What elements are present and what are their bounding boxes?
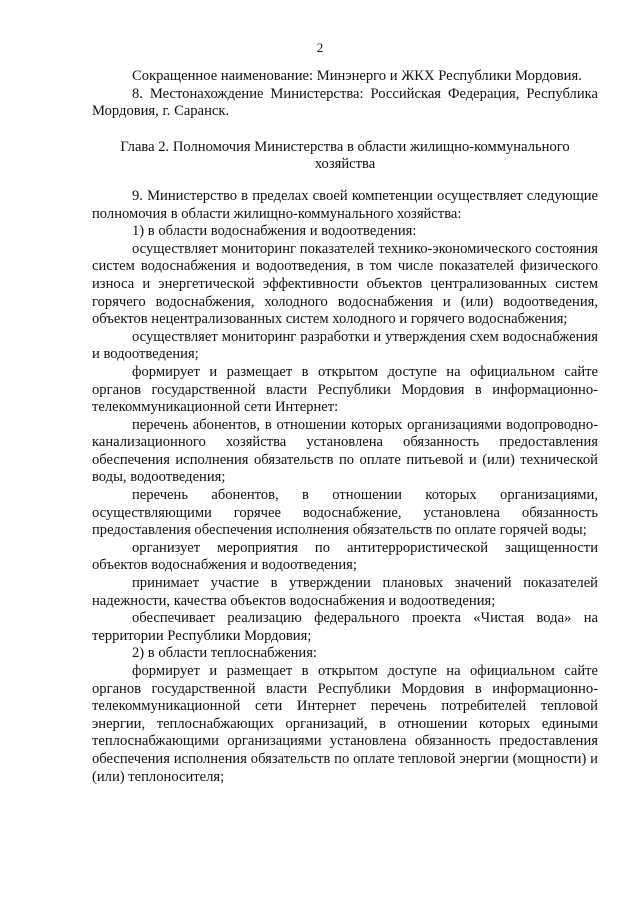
paragraph-subscribers-cold: перечень абонентов, в отношении которых организациями водопроводно-канализационного хозяйства установлена обязанность предоставления обеспечения исполнения обязательств по оплате питьевой и (или) технической воды, водоотведения; bbox=[92, 416, 598, 486]
chapter-heading: Глава 2. Полномочия Министерства в области жилищно-коммунального хозяйства bbox=[120, 138, 570, 173]
paragraph-location: 8. Местонахождение Министерства: Российская Федерация, Республика Мордовия, г. Саранск. bbox=[92, 85, 598, 120]
paragraph-publishes: формирует и размещает в открытом доступе на официальном сайте органов государственной власти Республики Мордовия в информационно-телекоммуникационной сети Интернет: bbox=[92, 363, 598, 416]
paragraph-clean-water: обеспечивает реализацию федерального проекта «Чистая вода» на территории Республики Мордовия; bbox=[92, 610, 598, 644]
paragraph-monitoring-schemes: осуществляет мониторинг разработки и утверждения схем водоснабжения и водоотведения; bbox=[92, 328, 598, 363]
spacer bbox=[92, 174, 598, 188]
paragraph-monitoring-indicators: осуществляет мониторинг показателей технико-экономического состояния систем водоснабжения и водоотведения, в том числе показателей физического износа и энергетической эффективности объектов централизованных систем горячего водоснабжения, холодного водоснабжения и (или) водоотведения, объектов нецентрализованных систем холодного и горячего водоснабжения; bbox=[92, 240, 598, 328]
paragraph-short-name: Сокращенное наименование: Минэнерго и ЖКХ Республики Мордовия. bbox=[132, 68, 582, 84]
spacer bbox=[92, 121, 598, 139]
paragraph-heat-heading: 2) в области теплоснабжения: bbox=[132, 645, 317, 662]
paragraph-antiterror: организует мероприятия по антитеррористической защищенности объектов водоснабжения и водоотведения; bbox=[92, 539, 598, 574]
paragraph-plan-values: принимает участие в утверждении плановых значений показателей надежности, качества объектов водоснабжения и водоотведения; bbox=[92, 575, 598, 609]
document-body bbox=[92, 68, 598, 786]
paragraph-heat-publishes: формирует и размещает в открытом доступе на официальном сайте органов государственной власти Республики Мордовия в информационно-телекоммуникационной сети Интернет перечень потребителей тепловой энергии, теплоснабжающих организаций, в отношении которых едиными теплоснабжающими организациями установлена обязанность предоставления обеспечения исполнения обязательств по оплате тепловой энергии (мощности) и (или) теплоносителя; bbox=[92, 663, 598, 785]
paragraph-9-intro: 9. Министерство в пределах своей компетенции осуществляет следующие полномочия в области жилищно-коммунального хозяйства: bbox=[92, 187, 598, 222]
paragraph-water-heading: 1) в области водоснабжения и водоотведения: bbox=[132, 223, 417, 240]
paragraph-subscribers-hot: перечень абонентов, в отношении которых организациями, осуществляющими горячее водоснабжение, установлена обязанность предоставления обеспечения исполнения обязательств по оплате горячей воды; bbox=[92, 487, 598, 539]
page-number: 2 bbox=[316, 40, 324, 55]
